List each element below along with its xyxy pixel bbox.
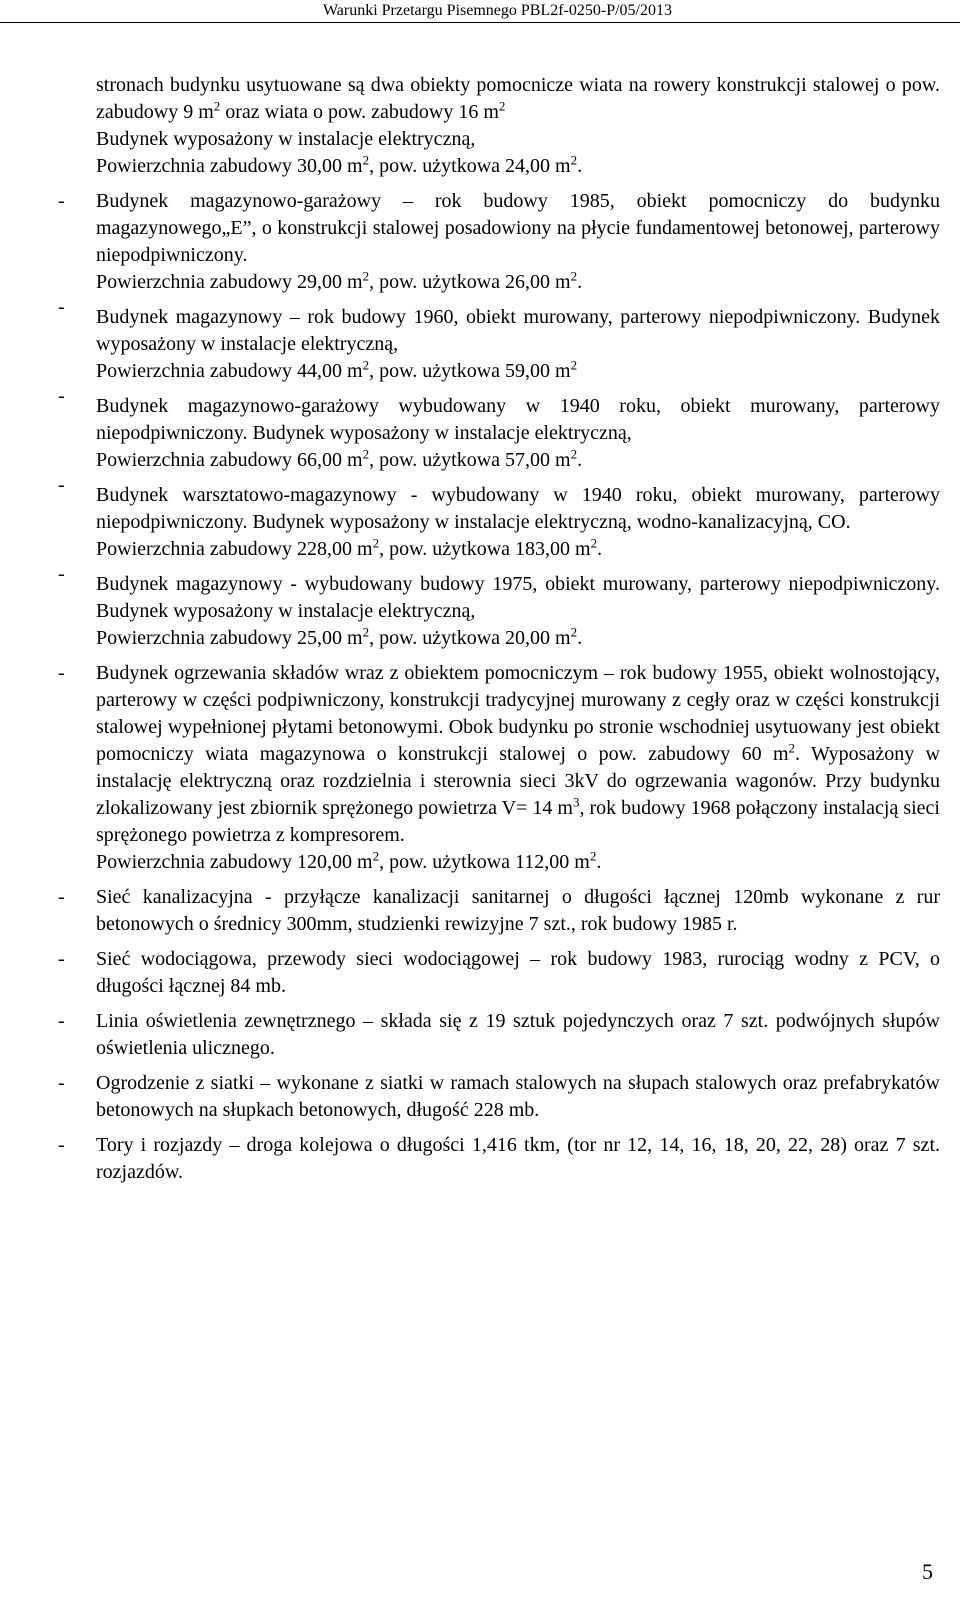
bullet-dash: - [58, 886, 65, 908]
item-area-a: Powierzchnia zabudowy 228,00 m [96, 538, 373, 560]
superscript: 2 [788, 740, 796, 756]
item-area-b: , pow. użytkowa 183,00 m [379, 538, 591, 560]
bullet-dash: - [58, 662, 65, 684]
item-text: Sieć kanalizacyjna - przyłącze kanalizacji sanitarnej o długości łącznej 120mb wykonane z rur betonowych o średnicy 300mm, studzienki rewizyjne 7 szt., rok budowy 1985 r. [96, 886, 940, 935]
bullet-dash: - [58, 474, 65, 496]
list-item-2 [58, 296, 940, 385]
superscript: 2 [362, 357, 370, 373]
item-text: Budynek magazynowy – rok budowy 1960, obiekt murowany, parterowy niepodpiwniczony. Budynek wyposażony w instalacje elektryczną, [96, 306, 940, 355]
intro-paragraph [96, 72, 940, 180]
page-header [0, 0, 960, 23]
intro-line-2: oraz wiata o pow. zabudowy 16 m [220, 101, 499, 123]
bullet-dash: - [58, 385, 65, 407]
superscript: 2 [213, 98, 221, 114]
item-area-b: , pow. użytkowa 59,00 m [369, 360, 571, 382]
superscript: 2 [362, 152, 370, 168]
item-text-b: . Wyposażony w instalację elektryczną oraz rozdzielnia i sterownia sieci 3kV do ogrzewania wagonów. Przy budynku zlokalizowany jest zbiornik sprężonego powietrza V= 14 m [96, 743, 940, 819]
item-area-b: , pow. użytkowa 112,00 m [379, 851, 590, 873]
list-item-11 [58, 1132, 940, 1186]
item-text: Sieć wodociągowa, przewody sieci wodociągowej – rok budowy 1983, rurociąg wodny z PCV, o długości łącznej 84 mb. [96, 948, 940, 997]
intro-area-b: , pow. użytkowa 24,00 m [369, 155, 571, 177]
item-text: Budynek magazynowy - wybudowany budowy 1975, obiekt murowany, parterowy niepodpiwniczony. Budynek wyposażony w instalacje elektryczną, [96, 573, 940, 622]
list-item-1 [58, 188, 940, 296]
list-item-4 [58, 474, 940, 563]
item-area-a: Powierzchnia zabudowy 25,00 m [96, 627, 363, 649]
superscript: 2 [589, 848, 597, 864]
list-item-10 [58, 1070, 940, 1124]
superscript: 2 [362, 624, 370, 640]
superscript: 2 [570, 152, 578, 168]
list-item-5 [58, 563, 940, 652]
item-text: Ogrodzenie z siatki – wykonane z siatki w ramach stalowych na słupach stalowych oraz prefabrykatów betonowych na słupkach betonowych, długość 228 mb. [96, 1072, 940, 1121]
item-area-end: . [577, 271, 583, 293]
intro-line-1: stronach budynku usytuowane są dwa obiekty pomocnicze wiata na rowery konstrukcji stalowej o pow. zabudowy 9 m [96, 74, 940, 123]
superscript: 2 [362, 446, 370, 462]
intro-area-a: Powierzchnia zabudowy 30,00 m [96, 155, 363, 177]
item-area-end: . [596, 851, 602, 873]
list-item-3 [58, 385, 940, 474]
bullet-dash: - [58, 1134, 65, 1156]
item-text: Tory i rozjazdy – droga kolejowa o długości 1,416 tkm, (tor nr 12, 14, 16, 18, 20, 22, 28) oraz 7 szt. rozjazdów. [96, 1134, 940, 1183]
item-text-c: , rok budowy 1968 połączony instalacją sieci sprężonego powietrza z kompresorem. [96, 797, 940, 846]
superscript: 2 [362, 268, 370, 284]
list-item-6 [58, 660, 940, 876]
superscript: 2 [570, 357, 578, 373]
superscript: 2 [372, 535, 380, 551]
bullet-dash: - [58, 948, 65, 970]
page-number: 5 [922, 1559, 933, 1584]
superscript: 2 [498, 98, 506, 114]
item-text: Budynek warsztatowo-magazynowy - wybudowany w 1940 roku, obiekt murowany, parterowy niepodpiwniczony. Budynek wyposażony w instalacje elektryczną, wodno-kanalizacyjną, CO. [96, 484, 940, 533]
item-area-a: Powierzchnia zabudowy 29,00 m [96, 271, 363, 293]
list-item-7 [58, 884, 940, 938]
superscript: 2 [570, 624, 578, 640]
bullet-dash: - [58, 563, 65, 585]
item-area-b: , pow. użytkowa 57,00 m [369, 449, 571, 471]
intro-line-3: Budynek wyposażony w instalacje elektryczną, [96, 128, 476, 150]
item-text: Budynek magazynowo-garażowy wybudowany w 1940 roku, obiekt murowany, parterowy niepodpiwniczony. Budynek wyposażony w instalacje elektryczną, [96, 395, 940, 444]
item-area-b: , pow. użytkowa 20,00 m [369, 627, 571, 649]
header-title: Warunki Przetargu Pisemnego PBL2f-0250-P/05/2013 [322, 2, 672, 19]
item-area-a: Powierzchnia zabudowy 120,00 m [96, 851, 373, 873]
item-text-a: Budynek ogrzewania składów wraz z obiektem pomocniczym – rok budowy 1955, obiekt wolnostojący, parterowy w części podpiwniczony, konstrukcji tradycyjnej murowany z cegły oraz w części konstrukcji stalowej wypełnionej płytami betonowymi. Obok budynku po stronie wschodniej usytuowany jest obiekt pomocniczy wiata magazynowa o konstrukcji stalowej o pow. zabudowy 60 m [96, 662, 940, 765]
item-area-end: . [597, 538, 603, 560]
bullet-dash: - [58, 1072, 65, 1094]
item-area-a: Powierzchnia zabudowy 66,00 m [96, 449, 363, 471]
superscript: 2 [590, 535, 598, 551]
superscript: 3 [572, 794, 580, 810]
item-area-end: . [577, 627, 583, 649]
list-item-9 [58, 1008, 940, 1062]
item-text: Budynek magazynowo-garażowy – rok budowy 1985, obiekt pomocniczy do budynku magazynowego„E”, o konstrukcji stalowej posadowiony na płycie fundamentowej betonowej, parterowy niepodpiwniczony. [96, 190, 940, 266]
item-area-end: . [577, 449, 583, 471]
list-item-8 [58, 946, 940, 1000]
intro-dot: . [577, 155, 583, 177]
bullet-dash: - [58, 1010, 65, 1032]
superscript: 2 [570, 446, 578, 462]
document-body [58, 72, 940, 1186]
superscript: 2 [570, 268, 578, 284]
item-area-b: , pow. użytkowa 26,00 m [369, 271, 571, 293]
bullet-dash: - [58, 296, 65, 318]
item-text: Linia oświetlenia zewnętrznego – składa się z 19 sztuk pojedynczych oraz 7 szt. podwójnych słupów oświetlenia ulicznego. [96, 1010, 940, 1059]
superscript: 2 [372, 848, 380, 864]
bullet-dash: - [58, 190, 65, 212]
item-area-a: Powierzchnia zabudowy 44,00 m [96, 360, 363, 382]
